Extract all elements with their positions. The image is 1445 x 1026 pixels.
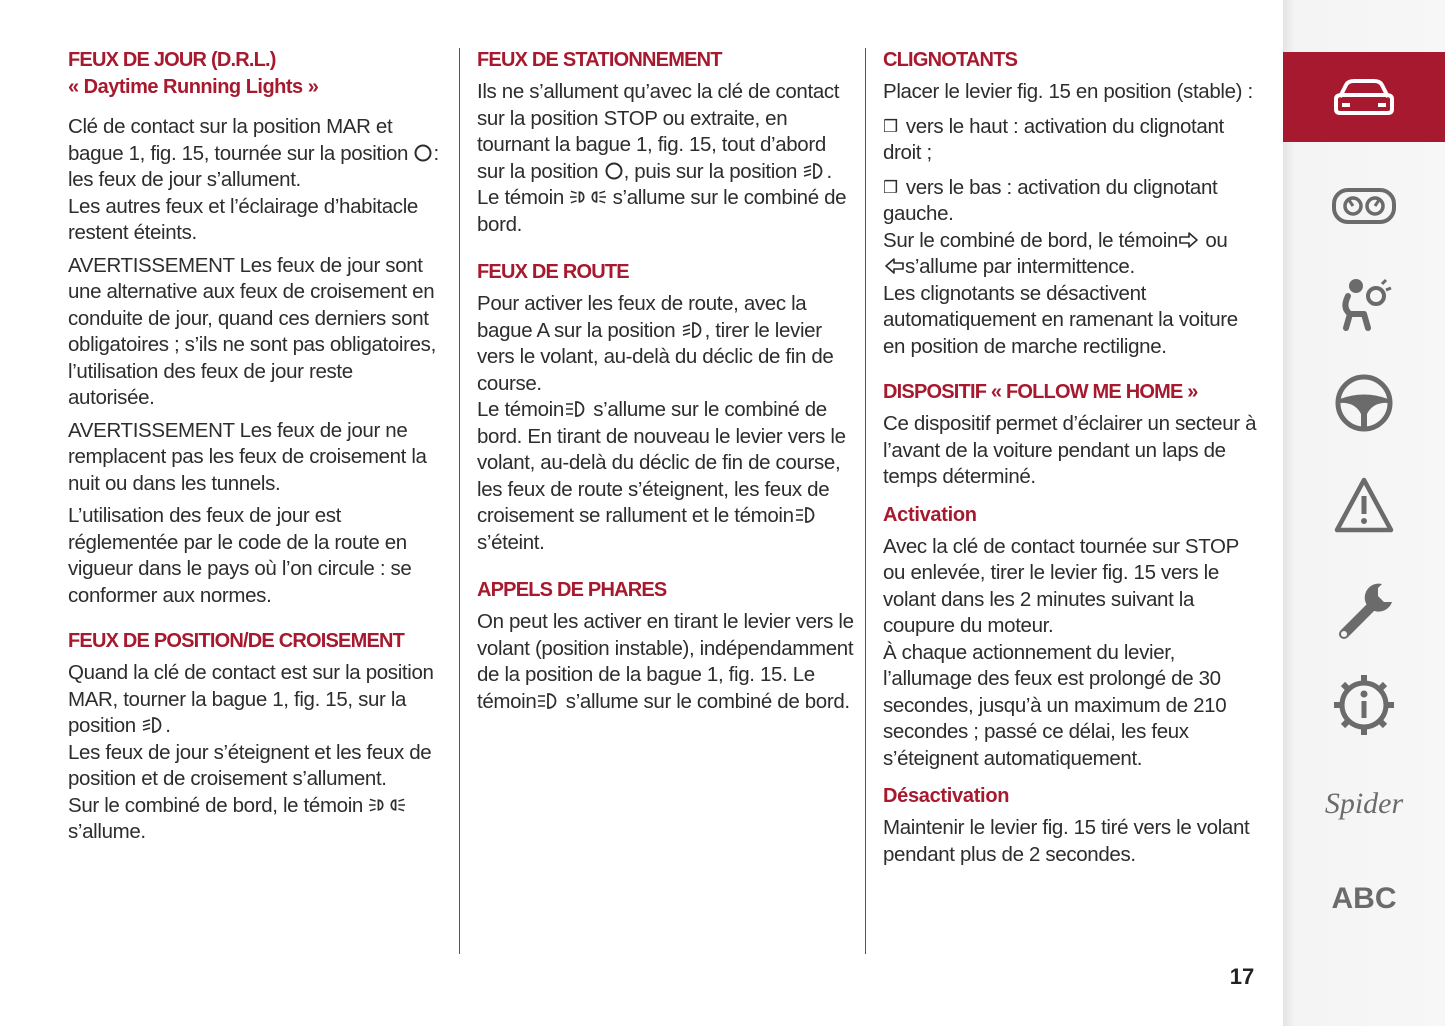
airbag-icon — [1334, 274, 1394, 334]
parking-lights-title: FEUX DE STATIONNEMENT — [477, 49, 722, 71]
chapter-tab-spider[interactable] — [1283, 782, 1445, 826]
activation-title: Activation — [883, 503, 977, 526]
column-2 — [477, 48, 855, 715]
drl-warning-2: AVERTISSEMENT Les feux de jour ne remplacent pas les feux de croisement la nuit ou dans les tunnels. — [68, 418, 427, 495]
car-icon — [1332, 75, 1396, 119]
indicator-bullet-right: ❒ vers le haut : activation du clignotant droit ; — [883, 114, 1224, 164]
column-divider — [865, 48, 866, 954]
instrument-cluster-icon — [1331, 184, 1397, 228]
daytime-light-icon — [413, 143, 433, 163]
steering-wheel-icon — [1333, 372, 1395, 434]
indicators-title: CLIGNOTANTS — [883, 49, 1018, 71]
high-beam-paragraph: Pour activer les feux de route, avec la bague A sur la position , tirer le levier vers le volant, au-delà du déclic de fin de course. Le témoin s’allume sur le combiné de bord. En tirant de nouveau le levier vers le volant, au-delà du déclic de fin de course, les feux de route s’éteignent, les feux de croisement se rallument et le témoin s’éteint. — [477, 292, 846, 554]
indicator-bullet-left: ❒ vers le bas : activation du clignotant gauche. — [883, 175, 1218, 225]
follow-me-home-title: DISPOSITIF « FOLLOW ME HOME » — [883, 381, 1198, 403]
position-light-icon — [368, 795, 406, 815]
low-beam-icon — [141, 715, 165, 735]
checkbox-bullet-icon: ❒ — [883, 116, 898, 136]
activation-paragraph: Avec la clé de contact tournée sur STOP ou enlevée, tirer le levier fig. 15 vers le volant dans les 2 minutes suivant la coupure du moteur. À chaque actionnement du levier, l’allumage des feux est prolongé de 30 secondes, jusqu’à un maximum de 210 secondes ; passé ce délai, les feux s’éteignent automatiquement. — [883, 534, 1239, 770]
chapter-tab-technical[interactable] — [1283, 670, 1445, 740]
checkbox-bullet-icon: ❒ — [883, 177, 898, 197]
deactivation-paragraph: Maintenir le levier fig. 15 tiré vers le volant pendant plus de 2 secondes. — [883, 816, 1250, 866]
high-beam-icon — [564, 399, 588, 419]
high-beam-title: FEUX DE ROUTE — [477, 261, 629, 283]
wrench-icon — [1332, 580, 1396, 646]
page-number: 17 — [1229, 964, 1255, 989]
column-3 — [883, 48, 1263, 868]
low-beam-icon — [681, 320, 705, 340]
indicators-paragraph-2: Sur le combiné de bord, le témoin ou s’allume par intermittence. Les clignotants se désactivent automatiquement en ramenant la voiture en position de marche rectiligne. — [883, 228, 1238, 358]
chapter-tab-emergency[interactable] — [1283, 474, 1445, 536]
column-divider — [459, 48, 460, 954]
drl-paragraph-1: Clé de contact sur la position MAR et bague 1, fig. 15, tournée sur la position : les feux de jour s’allument. Les autres feux et l’éclairage d’habitacle restent éteints. — [68, 115, 439, 244]
daytime-light-icon — [604, 161, 624, 181]
drl-regulation: L’utilisation des feux de jour est réglementée par le code de la route en vigueur dans le pays où l’on circule : se conformer aux normes. — [68, 504, 412, 607]
chapter-tab-car[interactable] — [1283, 52, 1445, 142]
abc-label: ABC — [1331, 882, 1397, 915]
chapter-tab-safety[interactable] — [1283, 272, 1445, 336]
flash-paragraph: On peut les activer en tirant le levier vers le volant (position instable), indépendamment de la position de la bague 1, fig. 15. Le témoin s’allume sur le combiné de bord. — [477, 610, 854, 713]
warning-triangle-icon — [1333, 476, 1395, 534]
low-beam-icon — [802, 161, 826, 181]
follow-me-home-paragraph: Ce dispositif permet d’éclairer un secteur à l’avant de la voiture pendant un laps de temps déterminé. — [883, 412, 1257, 488]
chapter-sidebar — [1283, 0, 1445, 1026]
spider-label: Spider — [1324, 787, 1404, 820]
position-paragraph-1: Quand la clé de contact est sur la position MAR, tourner la bague 1, fig. 15, sur la position . Les feux de jour s’éteignent et les feux de position et de croisement s’allument. Sur le combiné de bord, le témoin s’allume. — [68, 661, 434, 843]
drl-title: FEUX DE JOUR (D.R.L.) — [68, 49, 276, 71]
chapter-tab-maintenance[interactable] — [1283, 578, 1445, 648]
drl-subtitle: « Daytime Running Lights » — [68, 76, 319, 98]
high-beam-icon — [536, 691, 560, 711]
arrow-left-icon — [883, 256, 905, 276]
position-light-icon — [569, 187, 607, 207]
chapter-tab-dashboard[interactable] — [1283, 178, 1445, 234]
flash-title: APPELS DE PHARES — [477, 579, 667, 601]
chapter-tab-driving[interactable] — [1283, 370, 1445, 436]
parking-paragraph: Ils ne s’allument qu’avec la clé de contact sur la position STOP ou extraite, en tournant la bague 1, fig. 15, tout d’abord sur la position , puis sur la position . Le témoin s’allume sur le combiné de bord. — [477, 80, 847, 236]
indicators-intro: Placer le levier fig. 15 en position (stable) : — [883, 80, 1253, 103]
column-1 — [68, 48, 443, 846]
deactivation-title: Désactivation — [883, 785, 1010, 807]
arrow-right-icon — [1178, 230, 1200, 250]
info-gear-icon — [1331, 672, 1397, 738]
chapter-tab-index[interactable] — [1283, 876, 1445, 922]
drl-warning-1: AVERTISSEMENT Les feux de jour sont une alternative aux feux de croisement en conduite de jour, quand ces derniers sont obligatoires ; s’ils ne sont pas obligatoires, l’utilisation des feux de jour reste autorisée. — [68, 253, 436, 409]
high-beam-icon — [794, 505, 818, 525]
position-lights-title: FEUX DE POSITION/DE CROISEMENT — [68, 630, 405, 652]
